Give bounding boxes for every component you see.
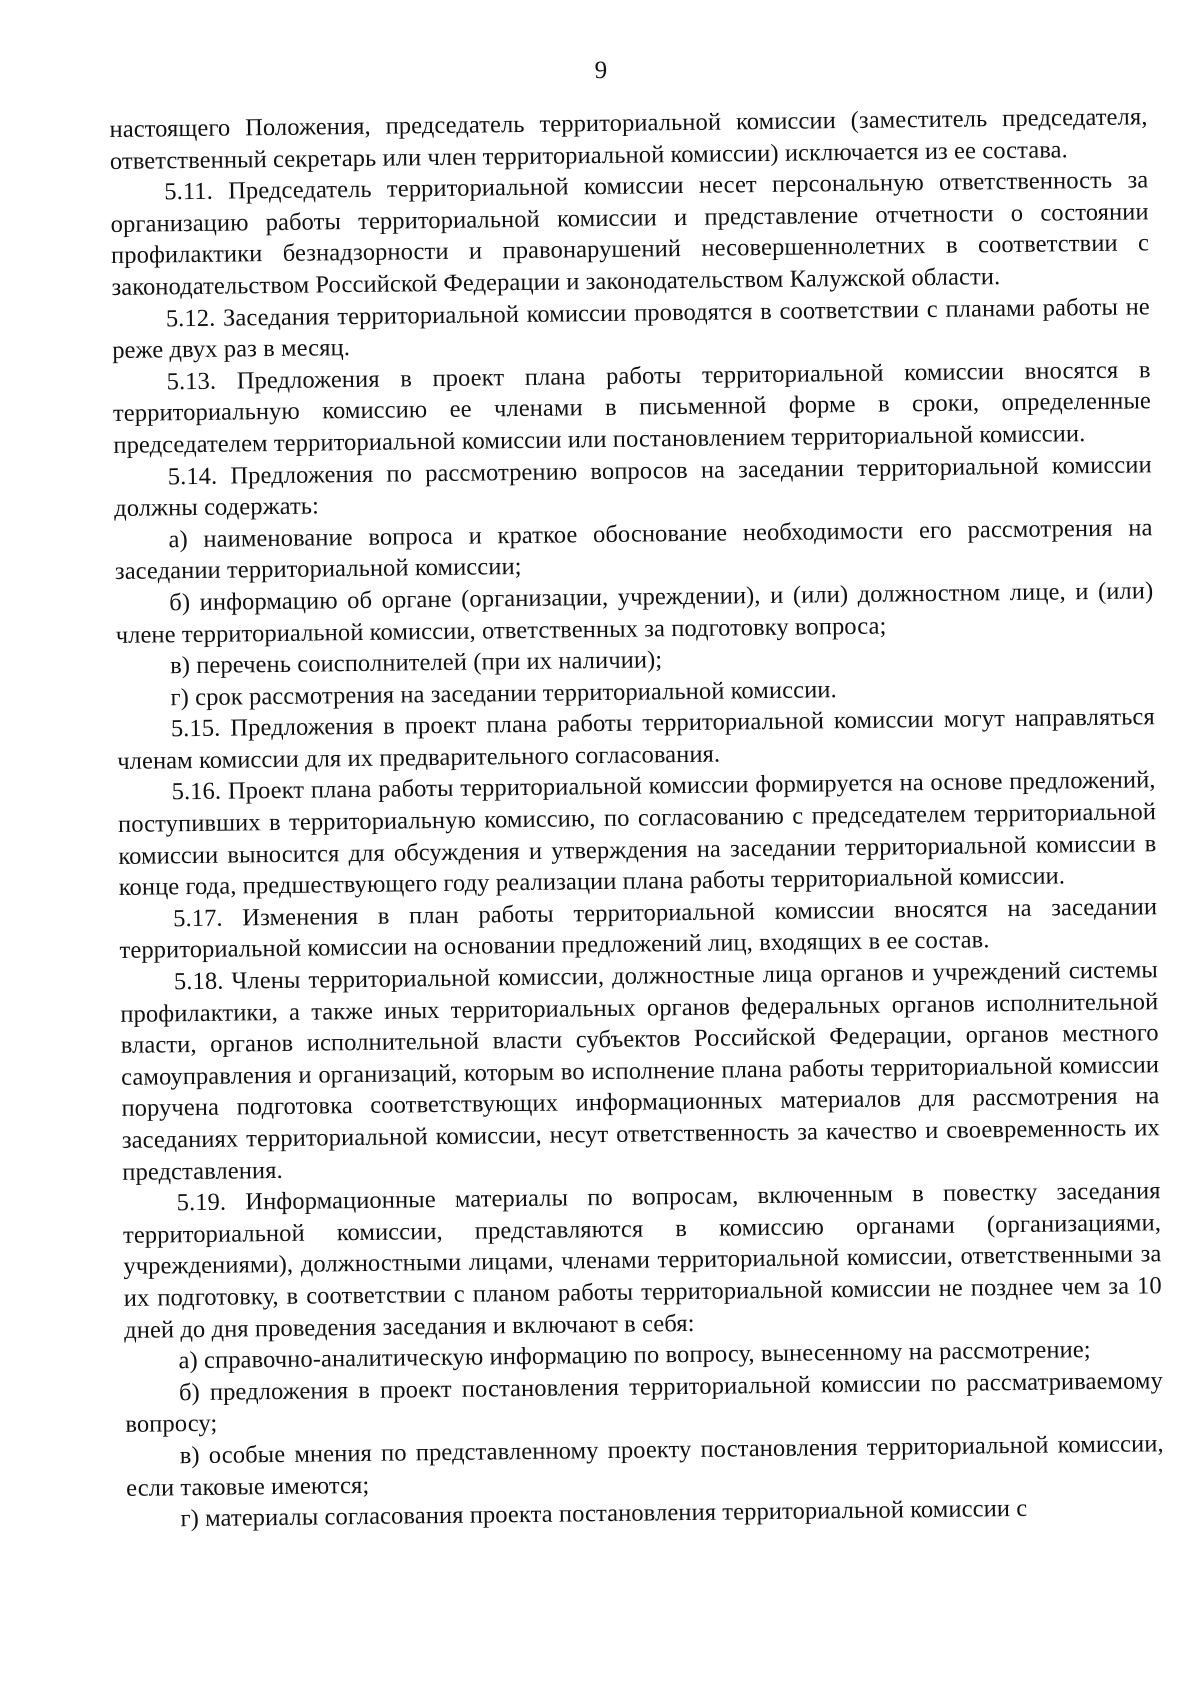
page-number: 9 bbox=[594, 56, 608, 85]
list-item: в) перечень соисполнителей (при их наличии); bbox=[169, 646, 663, 680]
list-item: г) срок рассмотрения на заседании территориальной комиссии. bbox=[170, 675, 837, 711]
paragraph: настоящего Положения, председатель территориальной комиссии (заместитель председателя, ответственный секретарь или член территориальной комиссии) исключается из ее состава. bbox=[109, 103, 1148, 175]
paragraph: 5.19. Информационные материалы по вопросам, включенным в повестку заседания территориальной комиссии, представляются в комиссию органами (организациями, учреждениями), должностными лицами, членами территориальной комиссии, ответственными за их подготовку, в соответствии с планом работы территориальной комиссии не позднее чем за 10 дней до дня проведения заседания и включают в себя: bbox=[122, 1177, 1162, 1344]
list-item: а) наименование вопроса и краткое обоснование необходимости его рассмотрения на заседании территориальной комиссии; bbox=[114, 514, 1153, 586]
list-item: б) предложения в проект постановления территориальной комиссии по рассматриваемому вопросу; bbox=[125, 1366, 1164, 1439]
list-item: г) материалы согласования проекта постановления территориальной комиссии с bbox=[180, 1495, 1028, 1533]
list-item: б) информацию об органе (организации, учреждении), и (или) должностном лице, и (или) члене территориальной комиссии, ответственных за подготовку вопроса; bbox=[115, 577, 1154, 649]
paragraph: 5.12. Заседания территориальной комиссии проводятся в соответствии с планами работы не реже двух раз в месяц. bbox=[112, 292, 1150, 365]
paragraph: 5.11. Председатель территориальной комиссии несет персональную ответственность за организацию работы территориальной комиссии и представление отчетности о состоянии профилактики безнадзорности и правонарушений несовершеннолетних в соответствии с законодательством Российской Федерации и законодательством Калужской области. bbox=[110, 166, 1150, 301]
paragraph: 5.14. Предложения по рассмотрению вопросов на заседании территориальной комиссии должны содержать: bbox=[114, 450, 1152, 523]
paragraph: 5.13. Предложения в проект плана работы территориальной комиссии вносятся в территориальную комиссию ее членами в письменной форме в сроки, определенные председателем территориальной комиссии или постановлением территориальной комиссии. bbox=[112, 356, 1152, 459]
list-item: в) особые мнения по представленному проекту постановления территориальной комиссии, если таковые имеются; bbox=[125, 1430, 1164, 1502]
paragraph: 5.17. Изменения в план работы территориальной комиссии вносятся на заседании территориальной комиссии на основании предложений лиц, входящих в ее состав. bbox=[119, 893, 1158, 965]
paragraph: 5.15. Предложения в проект плана работы территориальной комиссии могут направляться членам комиссии для их предварительного согласования. bbox=[117, 703, 1155, 775]
list-item: а) справочно-аналитическую информацию по вопросу, вынесенному на рассмотрение; bbox=[178, 1336, 1091, 1375]
paragraph: 5.16. Проект плана работы территориальной комиссии формируется на основе предложений, поступивших в территориальную комиссию, по согласованию с председателем территориальной комиссии выносится для обсуждения и утверждения на заседании территориальной комиссии в конце года, предшествующего году реализации плана работы территориальной комиссии. bbox=[117, 766, 1157, 902]
document-body bbox=[109, 101, 1164, 1535]
paragraph: 5.18. Члены территориальной комиссии, должностные лица органов и учреждений системы профилактики, а также иных территориальных органов федеральных органов исполнительной власти, органов исполнительной власти субъектов Российской Федерации, органов местного самоуправления и организаций, которым во исполнение плана работы территориальной комиссии поручена подготовка соответствующих информационных материалов для рассмотрения на заседаниях территориальной комиссии, несут ответственность за качество и своевременность их представления. bbox=[120, 956, 1160, 1186]
